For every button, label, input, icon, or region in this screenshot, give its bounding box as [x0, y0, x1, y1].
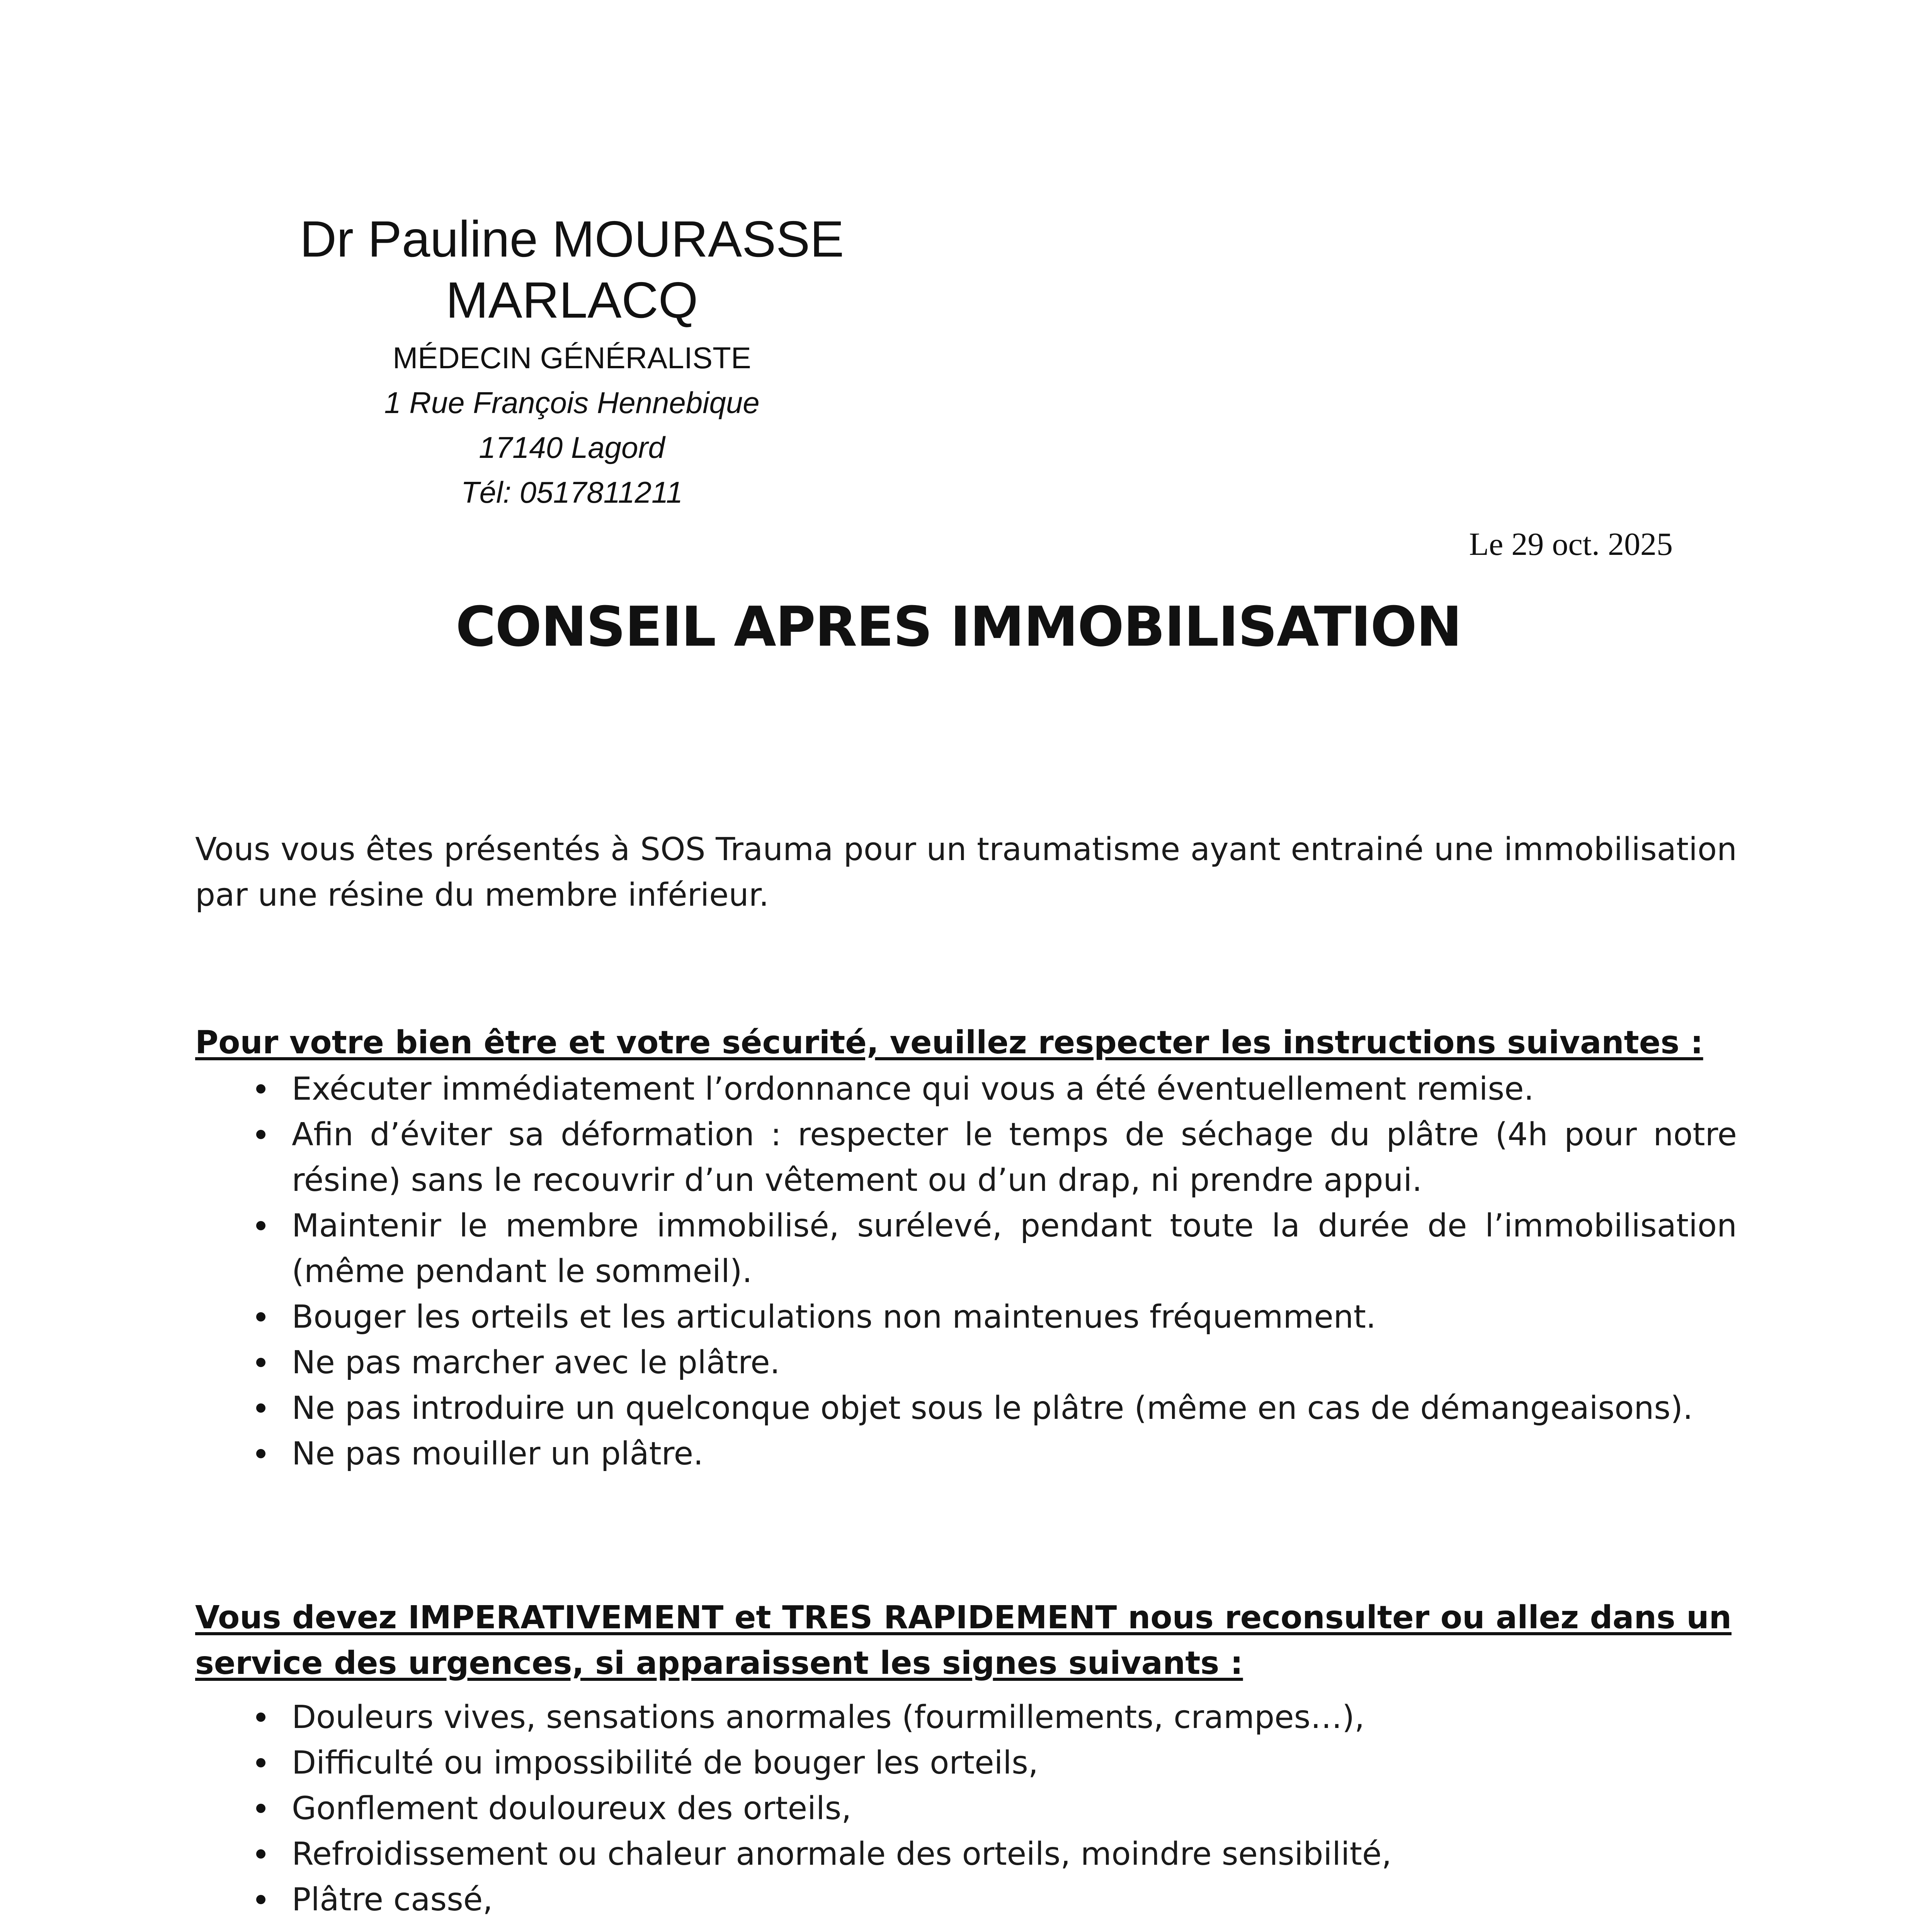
section2-list	[195, 1695, 1737, 1923]
list-item: Gonflement douloureux des orteils,	[195, 1786, 1737, 1832]
list-item: Exécuter immédiatement l’ordonnance qui vous a été éventuellement remise.	[195, 1066, 1737, 1112]
list-item: Ne pas introduire un quelconque objet sous le plâtre (même en cas de démangeaisons).	[195, 1386, 1737, 1431]
bullet-icon	[256, 1895, 265, 1904]
doctor-header	[251, 209, 893, 515]
bullet-icon	[256, 1084, 265, 1094]
bullet-icon	[256, 1849, 265, 1859]
bullet-icon	[256, 1403, 265, 1413]
address-line1: 1 Rue François Hennebique	[384, 386, 760, 420]
section1-heading: Pour votre bien être et votre sécurité, veuillez respecter les instructions suivantes :	[195, 1024, 1703, 1061]
doctor-name-line2: MARLACQ	[446, 272, 698, 328]
section2-heading: Vous devez IMPERATIVEMENT et TRES RAPIDEMENT nous reconsulter ou allez dans un service des urgences, si apparaissent les signes suivants :	[195, 1599, 1732, 1682]
list-item: Refroidissement ou chaleur anormale des orteils, moindre sensibilité,	[195, 1832, 1737, 1877]
address-line2: 17140 Lagord	[479, 430, 665, 464]
doctor-name-line1: Dr Pauline MOURASSE	[299, 211, 844, 267]
bullet-icon	[256, 1312, 265, 1321]
document-title: CONSEIL APRES IMMOBILISATION	[456, 595, 1461, 659]
list-item: Maintenir le membre immobilisé, surélevé, pendant toute la durée de l’immobilisation (même pendant le sommeil).	[195, 1203, 1737, 1294]
list-item: Ne pas marcher avec le plâtre.	[195, 1340, 1737, 1386]
doctor-specialty: MÉDECIN GÉNÉRALISTE	[393, 341, 751, 375]
list-item: Afin d’éviter sa déformation : respecter le temps de séchage du plâtre (4h pour notre résine) sans le recouvrir d’un vêtement ou d’un drap, ni prendre appui.	[195, 1112, 1737, 1203]
list-item: Douleurs vives, sensations anormales (fourmillements, crampes…),	[195, 1695, 1737, 1740]
intro-paragraph: Vous vous êtes présentés à SOS Trauma pour un traumatisme ayant entrainé une immobilisation par une résine du membre inférieur.	[195, 831, 1737, 913]
bullet-icon	[256, 1804, 265, 1813]
bullet-icon	[256, 1713, 265, 1722]
list-item: Bouger les orteils et les articulations non maintenues fréquemment.	[195, 1294, 1737, 1340]
bullet-icon	[256, 1449, 265, 1458]
phone-number: Tél: 0517811211	[461, 475, 683, 509]
document-date: Le 29 oct. 2025	[1469, 526, 1673, 562]
bullet-icon	[256, 1758, 265, 1767]
bullet-icon	[256, 1130, 265, 1139]
list-item: Difficulté ou impossibilité de bouger les orteils,	[195, 1740, 1737, 1786]
bullet-icon	[256, 1221, 265, 1230]
list-item: Ne pas mouiller un plâtre.	[195, 1431, 1737, 1477]
section1-list	[195, 1066, 1737, 1477]
bullet-icon	[256, 1358, 265, 1367]
list-item: Plâtre cassé,	[195, 1877, 1737, 1923]
